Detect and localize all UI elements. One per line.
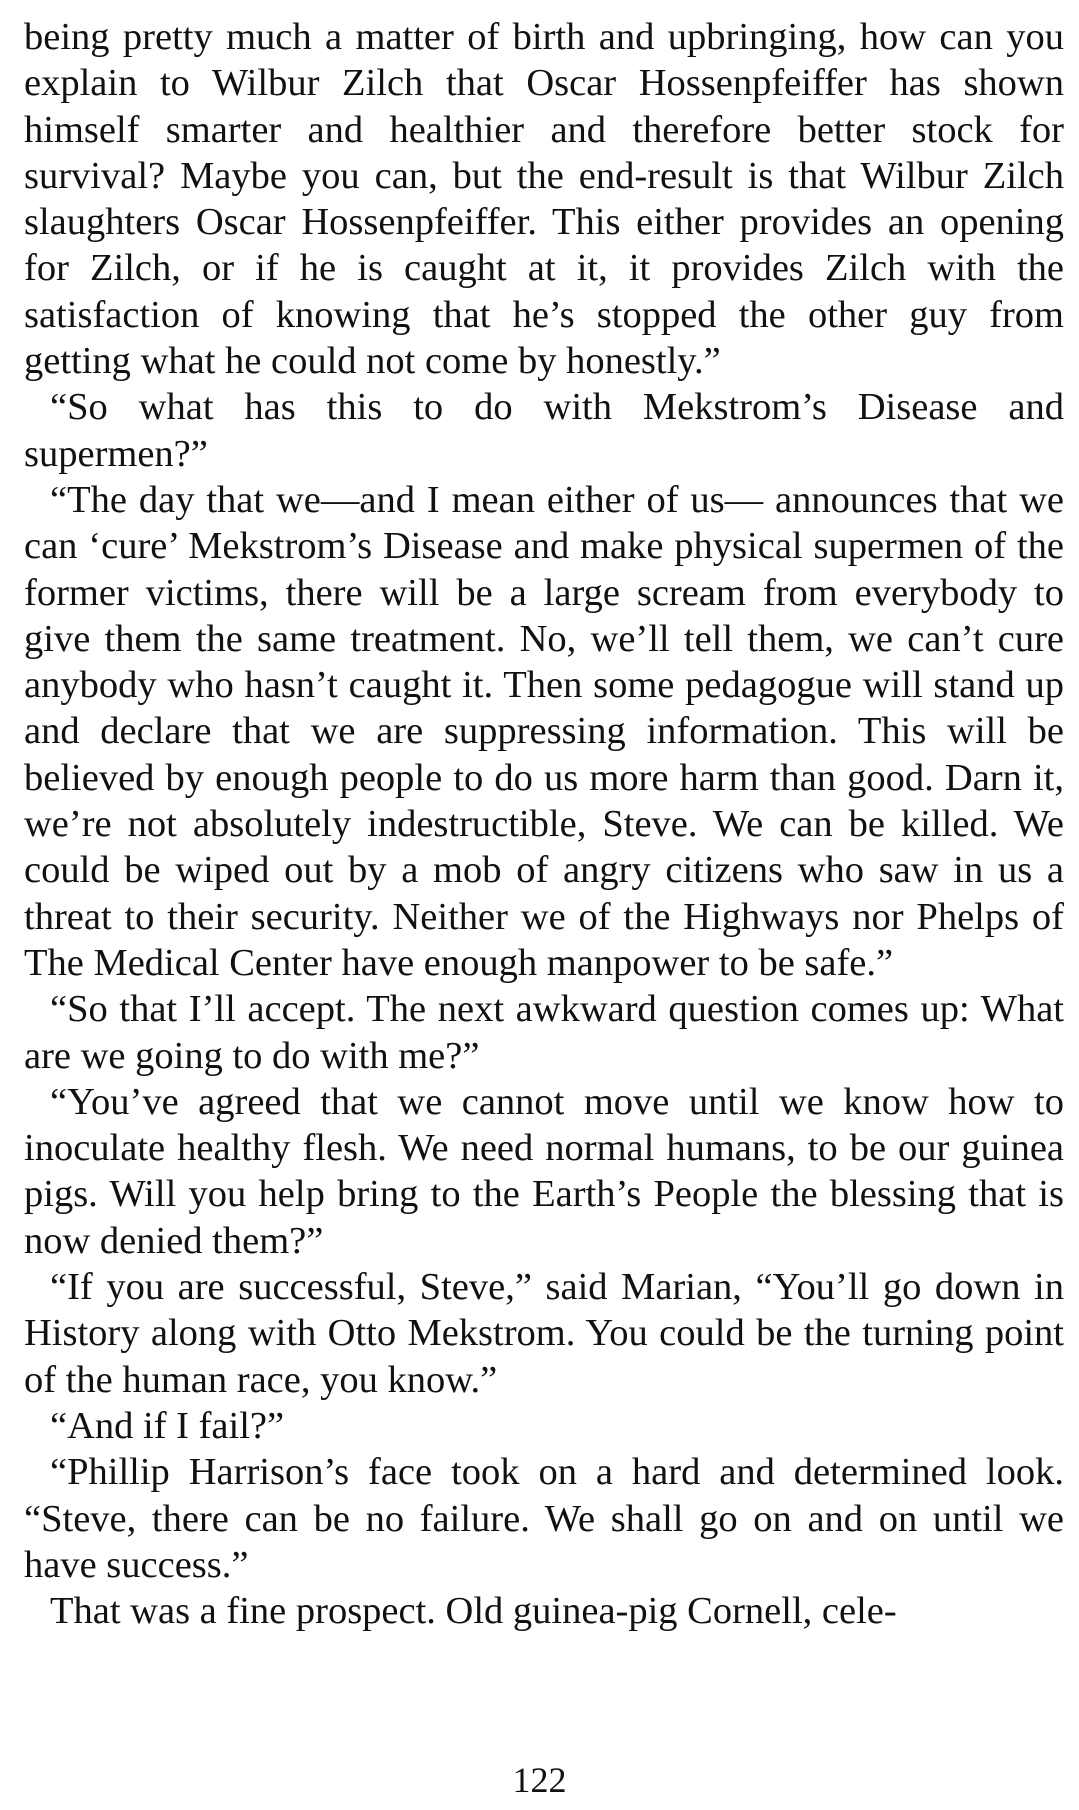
paragraph-2: “So what has this to do with Mekstrom’s Disease and supermen?” [24, 386, 1064, 475]
paragraph-9: That was a fine prospect. Old guinea-pig Cornell, cele- [50, 1590, 897, 1633]
page-body [24, 14, 1064, 1634]
page-number: 122 [512, 1760, 567, 1800]
paragraph-7: “And if I fail?” [50, 1404, 285, 1447]
paragraph-4: “So that I’ll accept. The next awkward question comes up: What are we going to do with me?” [24, 988, 1064, 1077]
paragraph-6: “If you are successful, Steve,” said Marian, “You’ll go down in History along with Otto Mekstrom. You could be the turning point of the human race, you know.” [24, 1266, 1064, 1401]
paragraph-1: being pretty much a matter of birth and upbringing, how can you explain to Wilbur Zilch that Oscar Hossenpfeiffer has shown himself smarter and healthier and therefore better stock for survival? Maybe you can, but the end-result is that Wilbur Zilch slaughters Oscar Hossenpfeiffer. This either provides an opening for Zilch, or if he is caught at it, it provides Zilch with the satisfaction of knowing that he’s stopped the other guy from getting what he could not come by honestly.” [24, 16, 1064, 383]
paragraph-3: “The day that we—and I mean either of us— announces that we can ‘cure’ Mekstrom’s Disease and make physical supermen of the former victims, there will be a large scream from everybody to give them the same treatment. No, we’ll tell them, we can’t cure anybody who hasn’t caught it. Then some pedagogue will stand up and declare that we are suppressing information. This will be believed by enough people to do us more harm than good. Darn it, we’re not absolutely indestructible, Steve. We can be killed. We could be wiped out by a mob of angry citizens who saw in us a threat to their security. Neither we of the Highways nor Phelps of The Medical Center have enough manpower to be safe.” [24, 478, 1064, 984]
paragraph-5: “You’ve agreed that we cannot move until we know how to inoculate healthy flesh. We need normal humans, to be our guinea pigs. Will you help bring to the Earth’s People the blessing that is now denied them?” [24, 1080, 1064, 1262]
paragraph-8: “Phillip Harrison’s face took on a hard and determined look. “Steve, there can be no failure. We shall go on and on until we have success.” [24, 1451, 1064, 1586]
